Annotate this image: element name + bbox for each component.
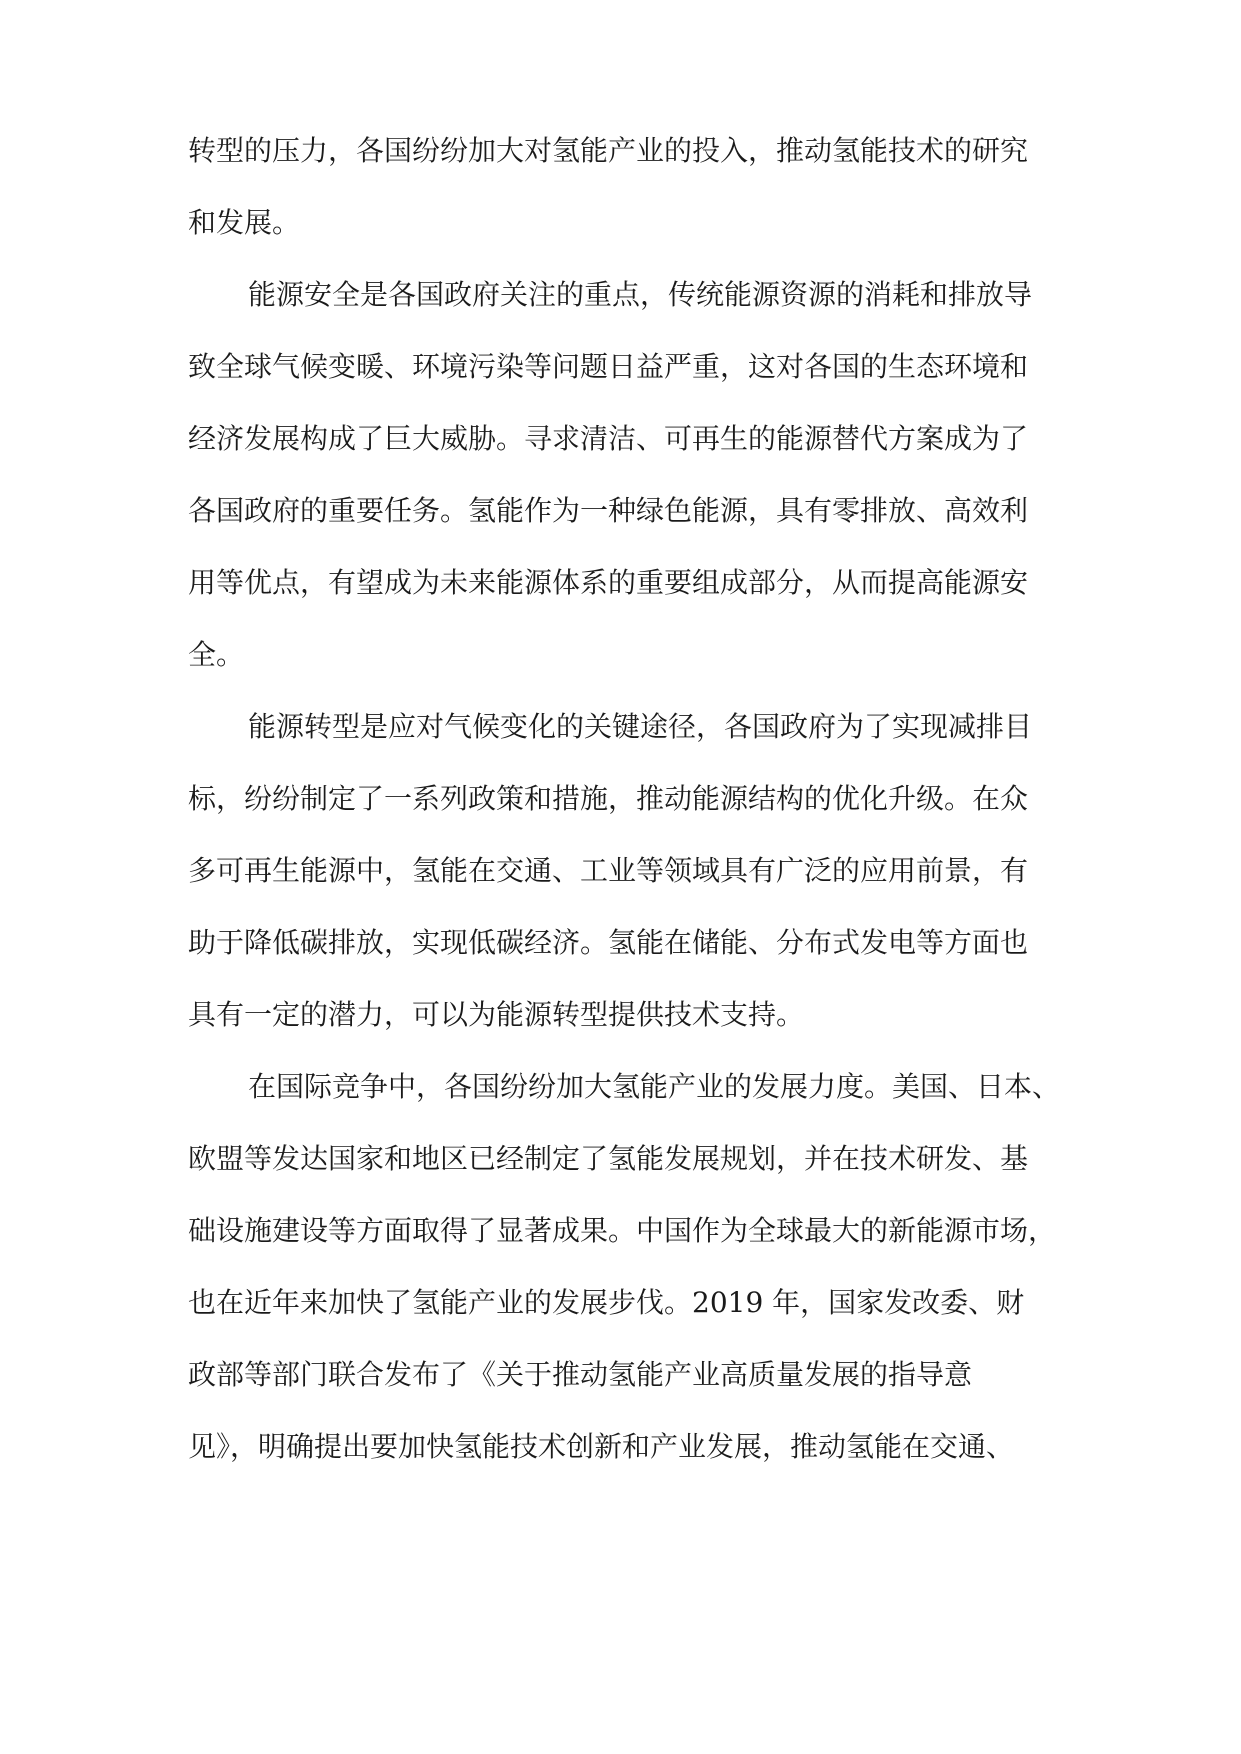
text-line: 也在近年来加快了氢能产业的发展步伐。2019 年，国家发改委、财 [188, 1286, 1025, 1319]
text-line: 致全球气候变暖、环境污染等问题日益严重，这对各国的生态环境和 [188, 350, 1029, 383]
text-line: 转型的压力，各国纷纷加大对氢能产业的投入，推动氢能技术的研究 [188, 134, 1029, 167]
text-line: 础设施建设等方面取得了显著成果。中国作为全球最大的新能源市场， [188, 1214, 1057, 1247]
text-line: 多可再生能源中，氢能在交通、工业等领域具有广泛的应用前景，有 [188, 854, 1029, 887]
text-line: 和发展。 [188, 206, 301, 239]
paragraph-first-line: 在国际竞争中，各国纷纷加大氢能产业的发展力度。美国、日本、 [248, 1070, 1061, 1103]
text-line: 经济发展构成了巨大威胁。寻求清洁、可再生的能源替代方案成为了 [188, 422, 1029, 455]
text-line: 各国政府的重要任务。氢能作为一种绿色能源，具有零排放、高效利 [188, 494, 1029, 527]
text-line: 标，纷纷制定了一系列政策和措施，推动能源结构的优化升级。在众 [188, 782, 1029, 815]
paragraph-first-line: 能源转型是应对气候变化的关键途径，各国政府为了实现减排目 [248, 710, 1033, 743]
text-line: 政部等部门联合发布了《关于推动氢能产业高质量发展的指导意 [188, 1358, 973, 1391]
paragraph-first-line: 能源安全是各国政府关注的重点，传统能源资源的消耗和排放导 [248, 278, 1033, 311]
text-line: 欧盟等发达国家和地区已经制定了氢能发展规划，并在技术研发、基 [188, 1142, 1029, 1175]
text-line: 助于降低碳排放，实现低碳经济。氢能在储能、分布式发电等方面也 [188, 926, 1029, 959]
text-line: 见》，明确提出要加快氢能技术创新和产业发展，推动氢能在交通、 [188, 1430, 1015, 1463]
text-line: 用等优点，有望成为未来能源体系的重要组成部分，从而提高能源安 [188, 566, 1029, 599]
text-line: 具有一定的潜力，可以为能源转型提供技术支持。 [188, 998, 805, 1031]
text-line: 全。 [188, 638, 245, 671]
